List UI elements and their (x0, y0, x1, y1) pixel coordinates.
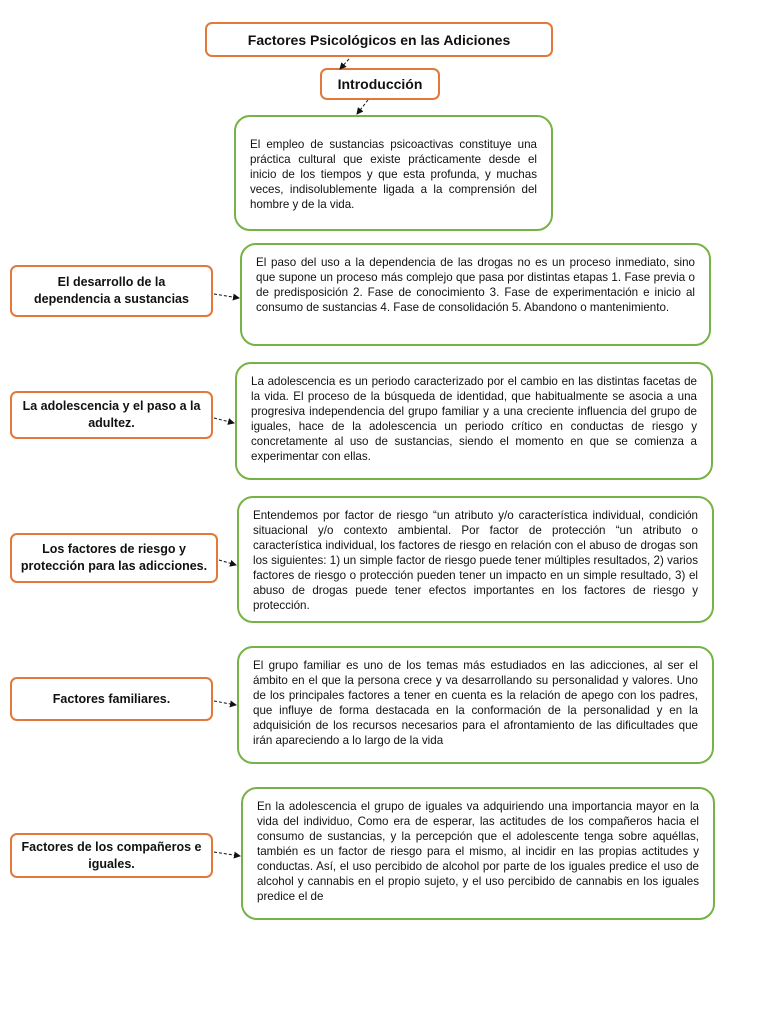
page-title-text: Factores Psicológicos en las Adiciones (247, 31, 511, 48)
section-label-text: La adolescencia y el paso a la adultez. (22, 399, 201, 430)
section-text: La adolescencia es un periodo caracterizado por el cambio en las distintas facetas de la vida. El proceso de la búsqueda de identidad, que habitualmente se asocia a una progresiva independencia del grupo familiar y a una creciente influencia del grupo de iguales, hace de la adolescencia un periodo crítico en conductas de riesgo y concretamente al uso de sustancias, siendo el momento en que se comienza a experimentar con ellas. (251, 375, 697, 464)
arrow-section-5 (214, 852, 240, 856)
arrow-section-1 (214, 294, 239, 298)
arrow-title-intro (340, 59, 349, 69)
section-label-text: Los factores de riesgo y protección para las adicciones. (20, 542, 208, 573)
section-label-text: Factores familiares. (52, 691, 171, 706)
section-text: En la adolescencia el grupo de iguales va adquiriendo una importancia mayor en la vida del individuo, Como era de esperar, las actitudes de los compañeros hacia el consumo de sustancias, y la percepción que el adolescente tenga sobre aquéllas, también es un factor de riesgo para el mismo, al incidir en las propias actitudes y conductas. Así, el uso percibido de alcohol por parte de los iguales predice el uso de alcohol y cannabis en el propio sujeto, y el uso percibido de cannabis en los iguales predice el de (257, 800, 699, 904)
arrow-section-4 (214, 701, 236, 705)
section-label-text: El desarrollo de la dependencia a sustancias (34, 275, 189, 306)
section-text: Entendemos por factor de riesgo “un atributo y/o característica individual, condición situacional y/o contexto ambiental. Por factor de protección “un atributo o característica individual, los factores de riesgo en relación con el abuso de drogas son los siguientes: 1) un simple factor de riesgo puede tener múltiples resultados, 2) varios factores de riesgo o protección pueden tener un impacto en un simple resultado, 3) el abuso de drogas puede tener efectos importantes en los factores de riesgo y protección. (253, 509, 698, 613)
arrow-section-2 (214, 418, 234, 423)
section-text: El paso del uso a la dependencia de las drogas no es un proceso inmediato, sino que supone un proceso más complejo que pasa por distintas etapas 1. Fase previa o de predisposición 2. Fase de conocimiento 3. Fase de experimentación e inicio al consumo de sustancias 4. Fase de consolidación 5. Abandono o mantenimiento. (256, 256, 695, 315)
section-text: El grupo familiar es uno de los temas más estudiados en las adicciones, al ser el ámbito en el que la persona crece y va desarrollando su personalidad y valores. Uno de los principales factores a tener en cuenta es la relación de apego con los padres, que influye de forma destacada en la conformación de la personalidad y en la adquisición de los recursos necesarios para el afrontamiento de las dificultades que irán apareciendo a lo largo de la vida (253, 659, 698, 748)
intro-text: El empleo de sustancias psicoactivas constituye una práctica cultural que existe prácticamente desde el inicio de los tiempos y que esta profunda, y muchas veces, indisolublemente ligada a la comprensión del hombre y de la vida. (250, 138, 537, 212)
arrow-intro-text (357, 100, 368, 114)
arrow-section-3 (219, 560, 236, 565)
section-label-text: Factores de los compañeros e iguales. (21, 839, 202, 871)
intro-label: Introducción (337, 76, 423, 92)
